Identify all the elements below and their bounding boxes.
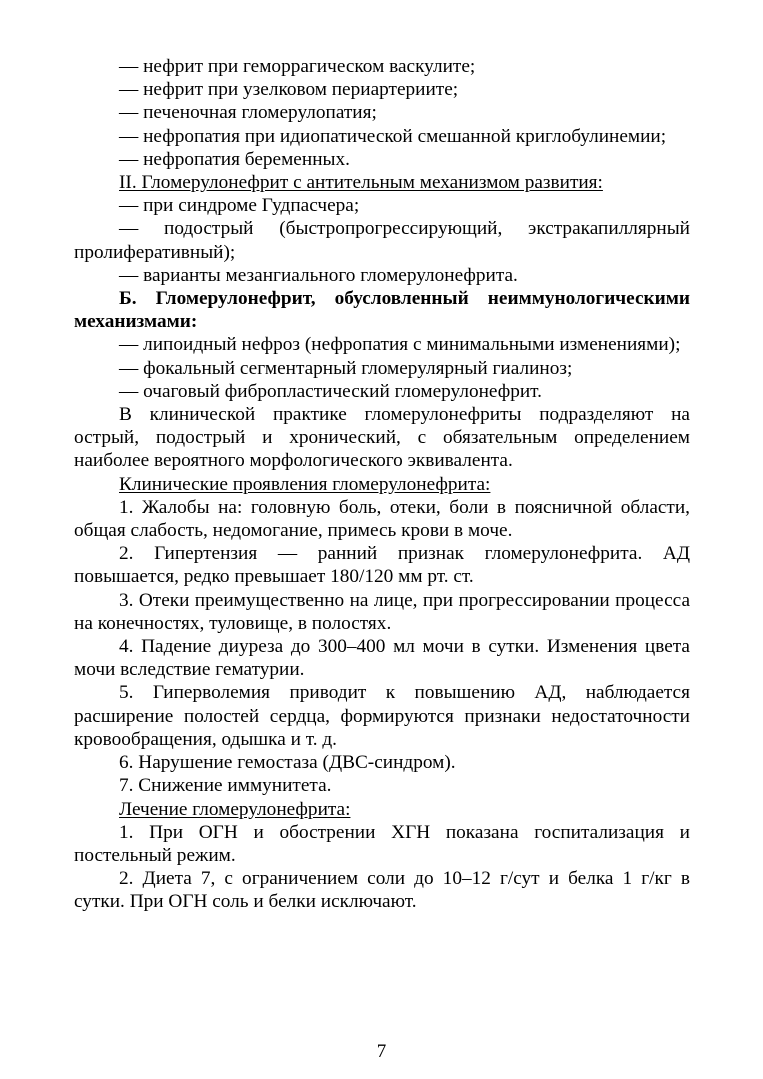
list-item: — нефрит при геморрагическом васкулите; <box>119 56 476 77</box>
numbered-item: 7. Снижение иммунитета. <box>119 775 332 797</box>
list-item: — варианты мезангиального гломерулонефрита. <box>119 264 518 286</box>
bold-heading: Б. Гломерулонефрит, обусловленный неиммунологическими механизмами: <box>74 288 690 333</box>
list-item: — нефрит при узелковом периартериите; <box>119 79 459 101</box>
page-text <box>74 55 690 914</box>
list-item: — подострый (быстропрогрессирующий, экстракапиллярный пролиферативный); <box>74 218 690 263</box>
numbered-item: 1. Жалобы на: головную боль, отеки, боли в поясничной области, общая слабость, недомогание, примесь крови в моче. <box>74 496 690 542</box>
section-heading: Лечение гломерулонефрита: <box>119 798 351 820</box>
list-item: — липоидный нефроз (нефропатия с минимальными изменениями); <box>119 334 681 356</box>
list-item: — нефропатия при идиопатической смешанной криглобулинемии; <box>119 125 667 147</box>
section-heading: II. Гломерулонефрит с антительным механизмом развития: <box>119 172 603 194</box>
list-item: — нефропатия беременных. <box>119 148 350 170</box>
list-item: — очаговый фибропластический гломерулонефрит. <box>119 380 542 402</box>
list-item: — фокальный сегментарный гломерулярный гиалиноз; <box>119 357 573 379</box>
numbered-item: 4. Падение диуреза до 300–400 мл мочи в сутки. Изменения цвета мочи вследствие гематурии. <box>74 636 690 681</box>
numbered-item: 5. Гиперволемия приводит к повышению АД, наблюдается расширение полостей сердца, формируются признаки недостаточности кровообращения, одышка и т. д. <box>74 682 690 750</box>
numbered-item: 6. Нарушение гемостаза (ДВС-синдром). <box>119 752 456 774</box>
page-number: 7 <box>376 1041 387 1062</box>
paragraph: В клинической практике гломерулонефриты подразделяют на острый, подострый и хронический, с обязательным определением наиболее вероятного морфологического эквивалента. <box>74 404 690 472</box>
list-item: — при синдроме Гудпасчера; <box>119 195 360 217</box>
section-heading: Клинические проявления гломерулонефрита: <box>119 473 491 495</box>
numbered-item: 2. Диета 7, с ограничением соли до 10–12 г/сут и белка 1 г/кг в сутки. При ОГН соль и белки исключают. <box>74 868 690 913</box>
numbered-item: 1. При ОГН и обострении ХГН показана госпитализация и постельный режим. <box>74 821 690 866</box>
list-item: — печеночная гломерулопатия; <box>119 102 377 124</box>
numbered-item: 2. Гипертензия — ранний признак гломерулонефрита. АД повышается, редко превышает 180/120 мм рт. ст. <box>74 543 690 588</box>
numbered-item: 3. Отеки преимущественно на лице, при прогрессировании процесса на конечностях, туловище, в полостях. <box>74 589 690 634</box>
